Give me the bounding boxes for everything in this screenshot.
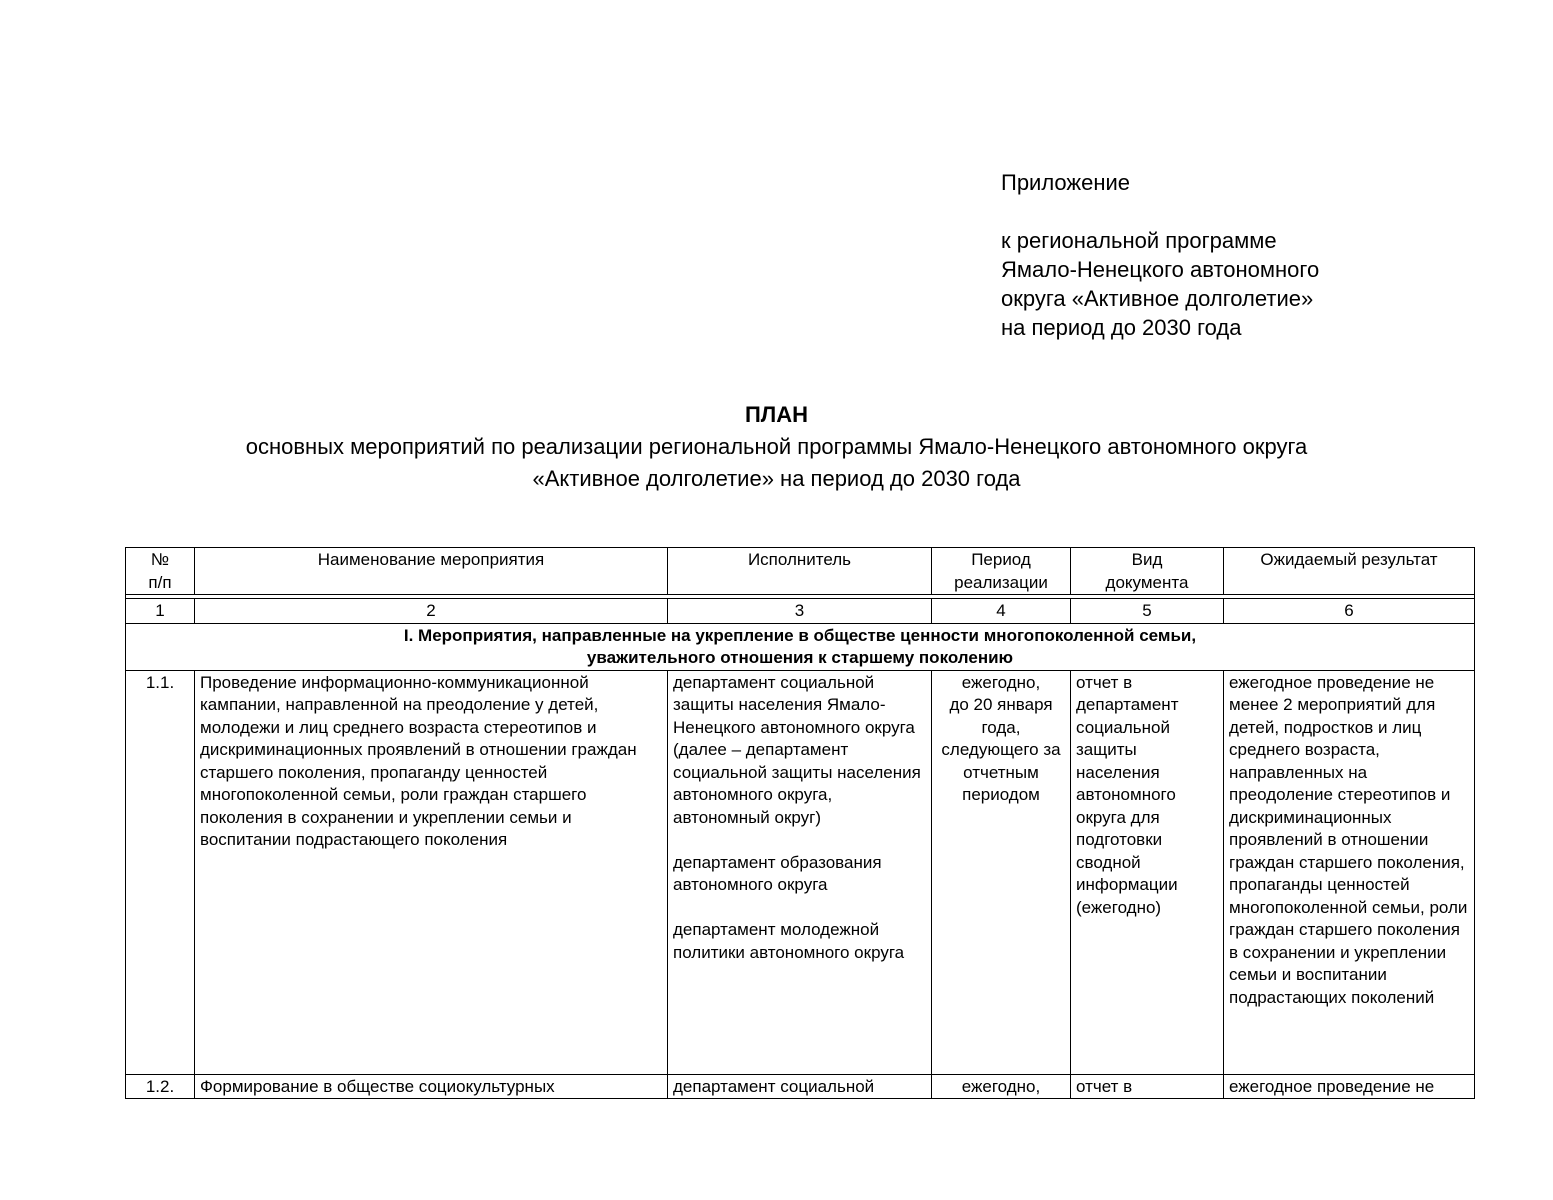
plan-subtitle-line: «Активное долголетие» на период до 2030 года (532, 466, 1021, 491)
appendix-line: округа «Активное долголетие» (1001, 286, 1314, 311)
column-number-cell: 5 (1071, 599, 1224, 624)
plan-subtitle-line: основных мероприятий по реализации региональной программы Ямало-Ненецкого автономного округа (245, 434, 1308, 459)
column-number-cell: 4 (932, 599, 1071, 624)
table-header-row (126, 548, 1475, 595)
table-row (126, 670, 1475, 1074)
appendix-line: на период до 2030 года (1001, 315, 1242, 340)
appendix-line: Ямало-Ненецкого автономного (1001, 257, 1320, 282)
document-title-block (0, 399, 1553, 495)
appendix-title: Приложение (1001, 170, 1131, 195)
header-cell-period: Период реализации (932, 548, 1071, 595)
row-period-cell: ежегодно, до 20 января года, следующего за отчетным периодом (932, 670, 1071, 1074)
header-cell-result: Ожидаемый результат (1224, 548, 1475, 595)
row-number-cell: 1.2. (126, 1074, 195, 1099)
column-number-row (126, 599, 1475, 624)
appendix-note (1001, 168, 1481, 342)
column-number-cell: 2 (195, 599, 668, 624)
row-name-cell: Формирование в обществе социокультурных (195, 1074, 668, 1099)
row-name-cell: Проведение информационно-коммуникационной кампании, направленной на преодоление у детей, молодежи и лиц среднего возраста стереотипов и дискриминационных проявлений в отношении граждан старшего поколения, пропаганду ценностей многопоколенной семьи, роли граждан старшего поколения в сохранении и укреплении семьи и воспитании подрастающего поколения (195, 670, 668, 1074)
row-number-cell: 1.1. (126, 670, 195, 1074)
table-row (126, 1074, 1475, 1099)
header-cell-document: Вид документа (1071, 548, 1224, 595)
header-cell-executor: Исполнитель (668, 548, 932, 595)
row-result-cell: ежегодное проведение не (1224, 1074, 1475, 1099)
row-document-cell: отчет в департамент социальной защиты населения автономного округа для подготовки сводной информации (ежегодно) (1071, 670, 1224, 1074)
header-cell-name: Наименование мероприятия (195, 548, 668, 595)
column-number-cell: 3 (668, 599, 932, 624)
section-heading: I. Мероприятия, направленные на укрепление в обществе ценности многопоколенной семьи, уважительного отношения к старшему поколению (126, 623, 1475, 670)
column-number-cell: 6 (1224, 599, 1475, 624)
row-period-cell: ежегодно, (932, 1074, 1071, 1099)
row-executor-cell: департамент социальной (668, 1074, 932, 1099)
section-heading-row (126, 623, 1475, 670)
column-number-cell: 1 (126, 599, 195, 624)
plan-table (125, 547, 1475, 1099)
row-executor-cell: департамент социальной защиты населения Ямало-Ненецкого автономного округа (далее – департамент социальной защиты населения автономного округа, автономный округ) департамент образования автономного округа департамент молодежной политики автономного округа (668, 670, 932, 1074)
header-cell-number: № п/п (126, 548, 195, 595)
appendix-line: к региональной программе (1001, 228, 1277, 253)
row-document-cell: отчет в (1071, 1074, 1224, 1099)
row-result-cell: ежегодное проведение не менее 2 мероприятий для детей, подростков и лиц среднего возраста, направленных на преодоление стереотипов и дискриминационных проявлений в отношении граждан старшего поколения, пропаганды ценностей многопоколенной семьи, роли граждан старшего поколения в сохранении и укреплении семьи и воспитании подрастающих поколений (1224, 670, 1475, 1074)
plan-title: ПЛАН (744, 402, 809, 427)
